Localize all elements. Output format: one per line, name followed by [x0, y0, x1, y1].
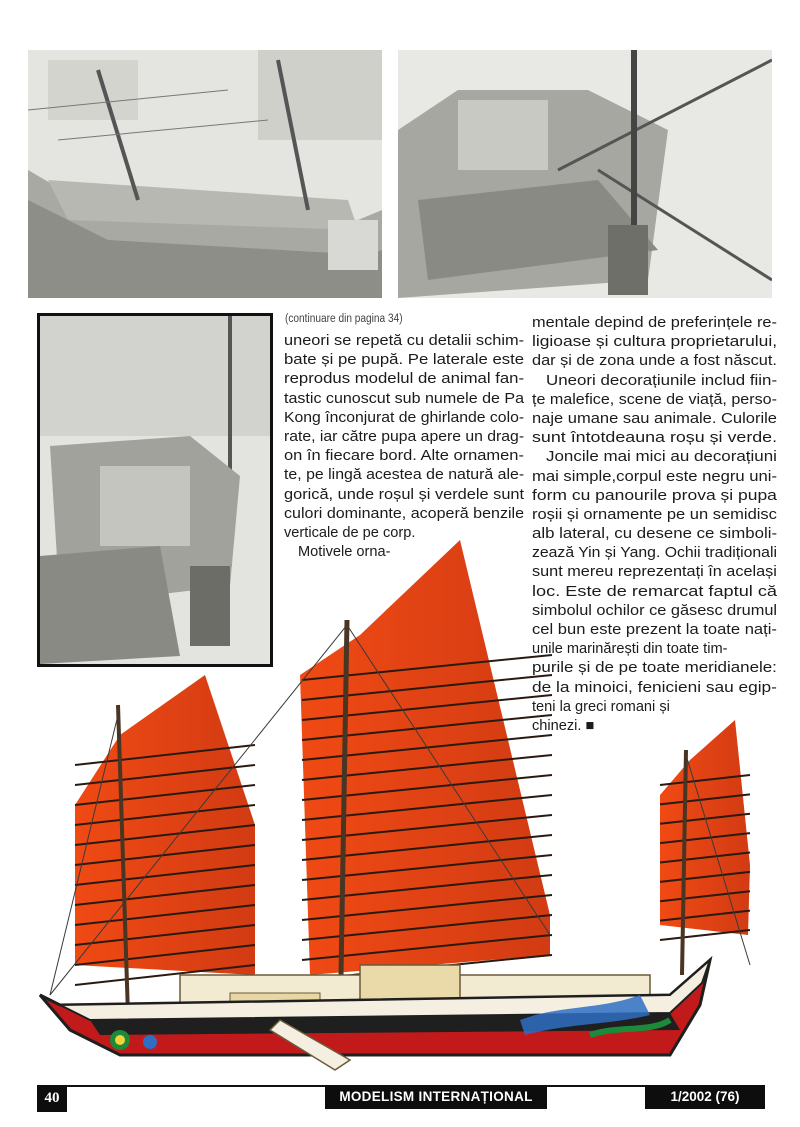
article-column-1 — [284, 332, 524, 562]
page-footer — [37, 1082, 765, 1112]
text-line-content: chinezi. ■ — [532, 717, 595, 734]
text-line-content: ligioase și cultura proprietarului, — [532, 334, 778, 351]
text-line-content: alb lateral, cu desene ce simboli- — [532, 526, 778, 543]
mizzen-sail — [660, 720, 750, 940]
issue-number: 1/2002 (76) — [645, 1085, 765, 1109]
text-line-content: mentale depind de preferințele re- — [532, 315, 777, 331]
ship-model-photo-left — [28, 50, 382, 298]
text-line-content: naje umane sau animale. Culorile — [532, 410, 777, 427]
text-line-content: gorică, unde roșul și verdele sunt — [284, 486, 525, 503]
sail-batten — [660, 930, 750, 940]
text-line — [284, 486, 524, 505]
text-line-content: sunt întotdeauna roșu și verde. — [532, 430, 778, 447]
page-number: 40 — [37, 1085, 67, 1112]
text-line-content: sunt mereu reprezentați în același — [532, 564, 777, 581]
text-line-content: Uneori decorațiunile includ fiin- — [546, 372, 778, 389]
text-line-content: roșii și ornamente pe un semidisc — [532, 506, 777, 523]
magazine-title: MODELISM INTERNAȚIONAL — [325, 1085, 547, 1109]
text-line-content: de la minoici, fenicieni sau egip- — [532, 679, 777, 696]
text-line-content: unile marinărești din toate tim- — [532, 641, 728, 658]
text-line-content: bate și pe pupă. Pe laterale este — [284, 352, 525, 369]
text-line-content: te, pe lingă acestea de natură ale- — [284, 467, 525, 484]
text-line — [284, 409, 524, 428]
text-line-content: dar și de zona unde a fost născut. — [532, 353, 777, 370]
text-line-content: on în fiecare bord. Alte ornamen- — [284, 448, 524, 465]
text-line-content: tastic cunoscut sub numele de Pa — [284, 390, 525, 407]
text-line-content: reprodus modelul de animal fan- — [284, 371, 525, 388]
text-line-content: form cu panourile prova și pupa — [532, 487, 777, 504]
text-line — [532, 448, 777, 467]
text-line — [532, 468, 777, 487]
text-line — [532, 372, 777, 391]
text-line — [532, 410, 777, 429]
text-line-content: loc. Este de remarcat faptul că — [532, 583, 778, 600]
text-line — [284, 428, 524, 447]
text-line — [532, 487, 777, 506]
text-line — [532, 506, 777, 525]
fore-sail — [75, 675, 255, 985]
text-line-content: țe malefice, scene de viață, perso- — [532, 391, 777, 408]
text-line — [284, 466, 524, 485]
text-line-content: zează Yin și Yang. Ochii tradiționali — [532, 545, 777, 562]
text-line — [284, 505, 524, 524]
text-line — [284, 332, 524, 351]
text-line — [284, 351, 524, 370]
text-line-content: Kong înconjurat de ghirlande colo- — [284, 409, 525, 426]
text-line — [532, 352, 777, 371]
text-line — [284, 390, 524, 409]
text-line-content: Joncile mai mici au decorațiuni — [546, 449, 777, 466]
text-line — [532, 333, 777, 352]
text-line-content: uneori se repetă cu detalii schim- — [284, 333, 525, 349]
text-line — [284, 370, 524, 389]
text-line-content: mai simple,corpul este negru uni- — [532, 468, 778, 485]
text-line-content: verticale de pe corp. — [284, 524, 416, 541]
text-line-content: Motivele orna- — [298, 544, 391, 561]
text-line-content: teni la greci romani și — [532, 698, 670, 715]
text-line-content: rate, iar către pupa apere un drag- — [284, 428, 525, 445]
continuation-note: (continuare din pagina 34) — [285, 313, 403, 325]
text-line — [532, 314, 777, 333]
text-line-content: cel bun este prezent la toate nați- — [532, 622, 777, 638]
text-line-content: culori dominante, acoperă benzile — [284, 505, 525, 522]
text-line — [532, 429, 777, 448]
text-line — [284, 447, 524, 466]
main-sail — [300, 540, 552, 980]
text-line — [532, 391, 777, 410]
text-line-content: simbolul ochilor ce găsesc drumul — [532, 602, 778, 619]
text-line-content: purile și de pe toate meridianele: — [532, 660, 777, 677]
chinese-junk-illustration — [30, 535, 770, 1075]
ship-model-photo-right — [398, 50, 772, 298]
